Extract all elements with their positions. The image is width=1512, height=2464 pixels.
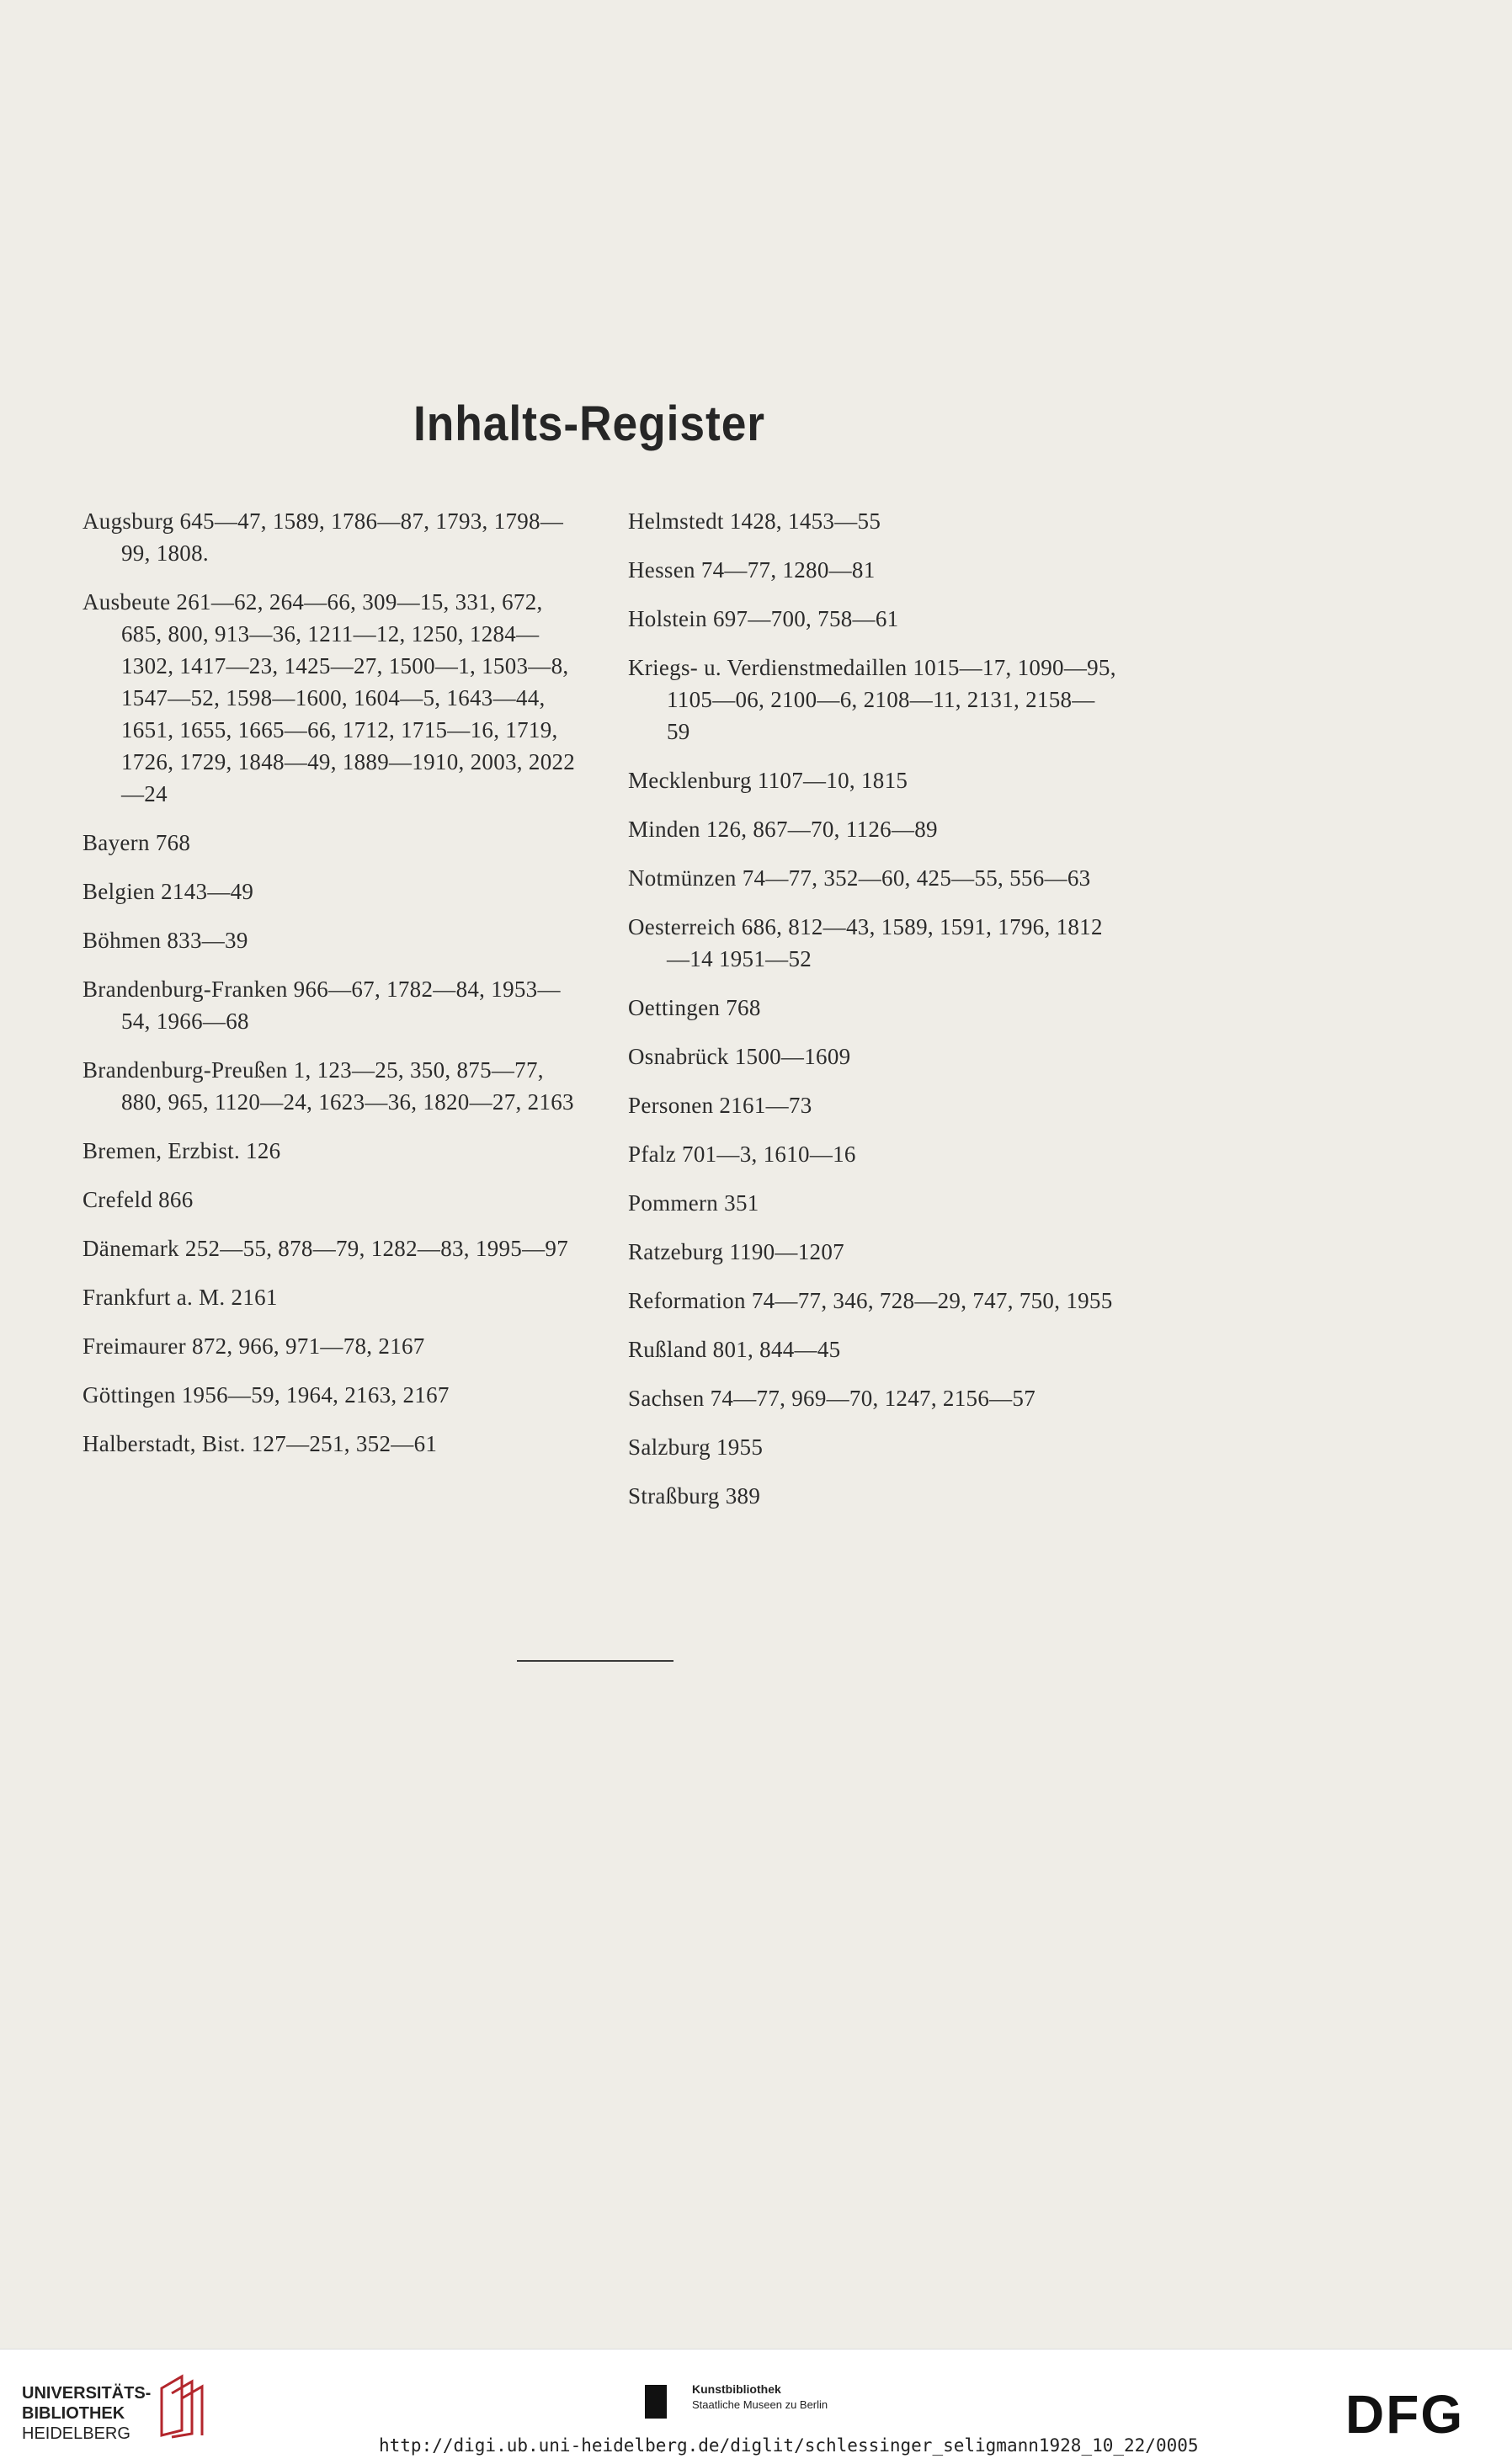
index-entry: Salzburg 1955 (628, 1434, 764, 1460)
permalink-url[interactable]: http://digi.ub.uni-heidelberg.de/diglit/schlessinger_seligmann1928_10_22/0005 (379, 2435, 1199, 2456)
closing-rule (517, 1660, 673, 1662)
index-entry: Bremen, Erzbist. 126 (83, 1138, 281, 1163)
ub-heidelberg-logo-text (22, 2383, 151, 2444)
index-entry: Kriegs- u. Verdienstmedaillen 1015—17, 1090—95, 1105—06, 2100—6, 2108—11, 2131, 2158—59 (628, 655, 1116, 744)
index-entry: Freimaurer 872, 966, 971—78, 2167 (83, 1333, 425, 1359)
index-entry: Böhmen 833—39 (83, 928, 248, 953)
index-entry: Straßburg 389 (628, 1483, 761, 1509)
ub-line-2: BIBLIOTHEK (22, 2404, 125, 2423)
index-entry: Rußland 801, 844—45 (628, 1337, 841, 1362)
kunstbibliothek-mark-icon (645, 2385, 667, 2419)
index-column-left (83, 505, 588, 1477)
index-entry: Holstein 697—700, 758—61 (628, 606, 899, 631)
index-entry: Pommern 351 (628, 1190, 759, 1216)
kb-line-1: Kunstbibliothek (692, 2382, 781, 2396)
index-entry: Hessen 74—77, 1280—81 (628, 557, 876, 583)
index-entry: Dänemark 252—55, 878—79, 1282—83, 1995—97 (83, 1236, 568, 1261)
index-entry: Minden 126, 867—70, 1126—89 (628, 817, 938, 842)
index-entry: Personen 2161—73 (628, 1093, 812, 1118)
kunstbibliothek-logo (645, 2373, 897, 2424)
index-entry: Bayern 768 (83, 830, 191, 855)
ub-line-1: UNIVERSITÄTS- (22, 2384, 152, 2403)
kb-line-2: Staatliche Museen zu Berlin (692, 2398, 828, 2411)
index-entry: Mecklenburg 1107—10, 1815 (628, 768, 908, 793)
index-entry: Sachsen 74—77, 969—70, 1247, 2156—57 (628, 1386, 1036, 1411)
digitization-footer (0, 2349, 1512, 2464)
index-entry: Frankfurt a. M. 2161 (83, 1285, 278, 1310)
index-entry: Augsburg 645—47, 1589, 1786—87, 1793, 1798—99, 1808. (83, 508, 564, 566)
index-entry: Göttingen 1956—59, 1964, 2163, 2167 (83, 1382, 450, 1408)
index-entry: Halberstadt, Bist. 127—251, 352—61 (83, 1431, 438, 1456)
index-entry: Brandenburg-Franken 966—67, 1782—84, 1953—54, 1966—68 (83, 977, 561, 1034)
ub-logo-icon (157, 2371, 207, 2439)
index-entry: Osnabrück 1500—1609 (628, 1044, 851, 1069)
dfg-logo: DFG (1345, 2384, 1465, 2445)
index-entry: Crefeld 866 (83, 1187, 194, 1212)
page-title: Inhalts-Register (413, 396, 765, 451)
index-entry: Belgien 2143—49 (83, 879, 254, 904)
index-entry: Reformation 74—77, 346, 728—29, 747, 750, 1955 (628, 1288, 1113, 1313)
index-entry: Ausbeute 261—62, 264—66, 309—15, 331, 672, 685, 800, 913—36, 1211—12, 1250, 1284—1302, 1417—23, 1425—27, 1500—1, 1503—8, 1547—52, 1598—1600, 1604—5, 1643—44, 1651, 1655, 1665—66, 1712, 1715—16, 1719, 1726, 1729, 1848—49, 1889—1910, 2003, 2022—24 (83, 589, 576, 806)
index-entry: Pfalz 701—3, 1610—16 (628, 1142, 856, 1167)
index-entry: Brandenburg-Preußen 1, 123—25, 350, 875—77, 880, 965, 1120—24, 1623—36, 1820—27, 2163 (83, 1057, 574, 1115)
index-entry: Oesterreich 686, 812—43, 1589, 1591, 1796, 1812—14 1951—52 (628, 914, 1103, 971)
index-entry: Ratzeburg 1190—1207 (628, 1239, 844, 1264)
ub-line-3: HEIDELBERG (22, 2424, 130, 2443)
index-entry: Oettingen 768 (628, 995, 761, 1020)
index-entry: Helmstedt 1428, 1453—55 (628, 508, 881, 534)
index-column-right (628, 505, 1116, 1529)
index-entry: Notmünzen 74—77, 352—60, 425—55, 556—63 (628, 865, 1091, 891)
